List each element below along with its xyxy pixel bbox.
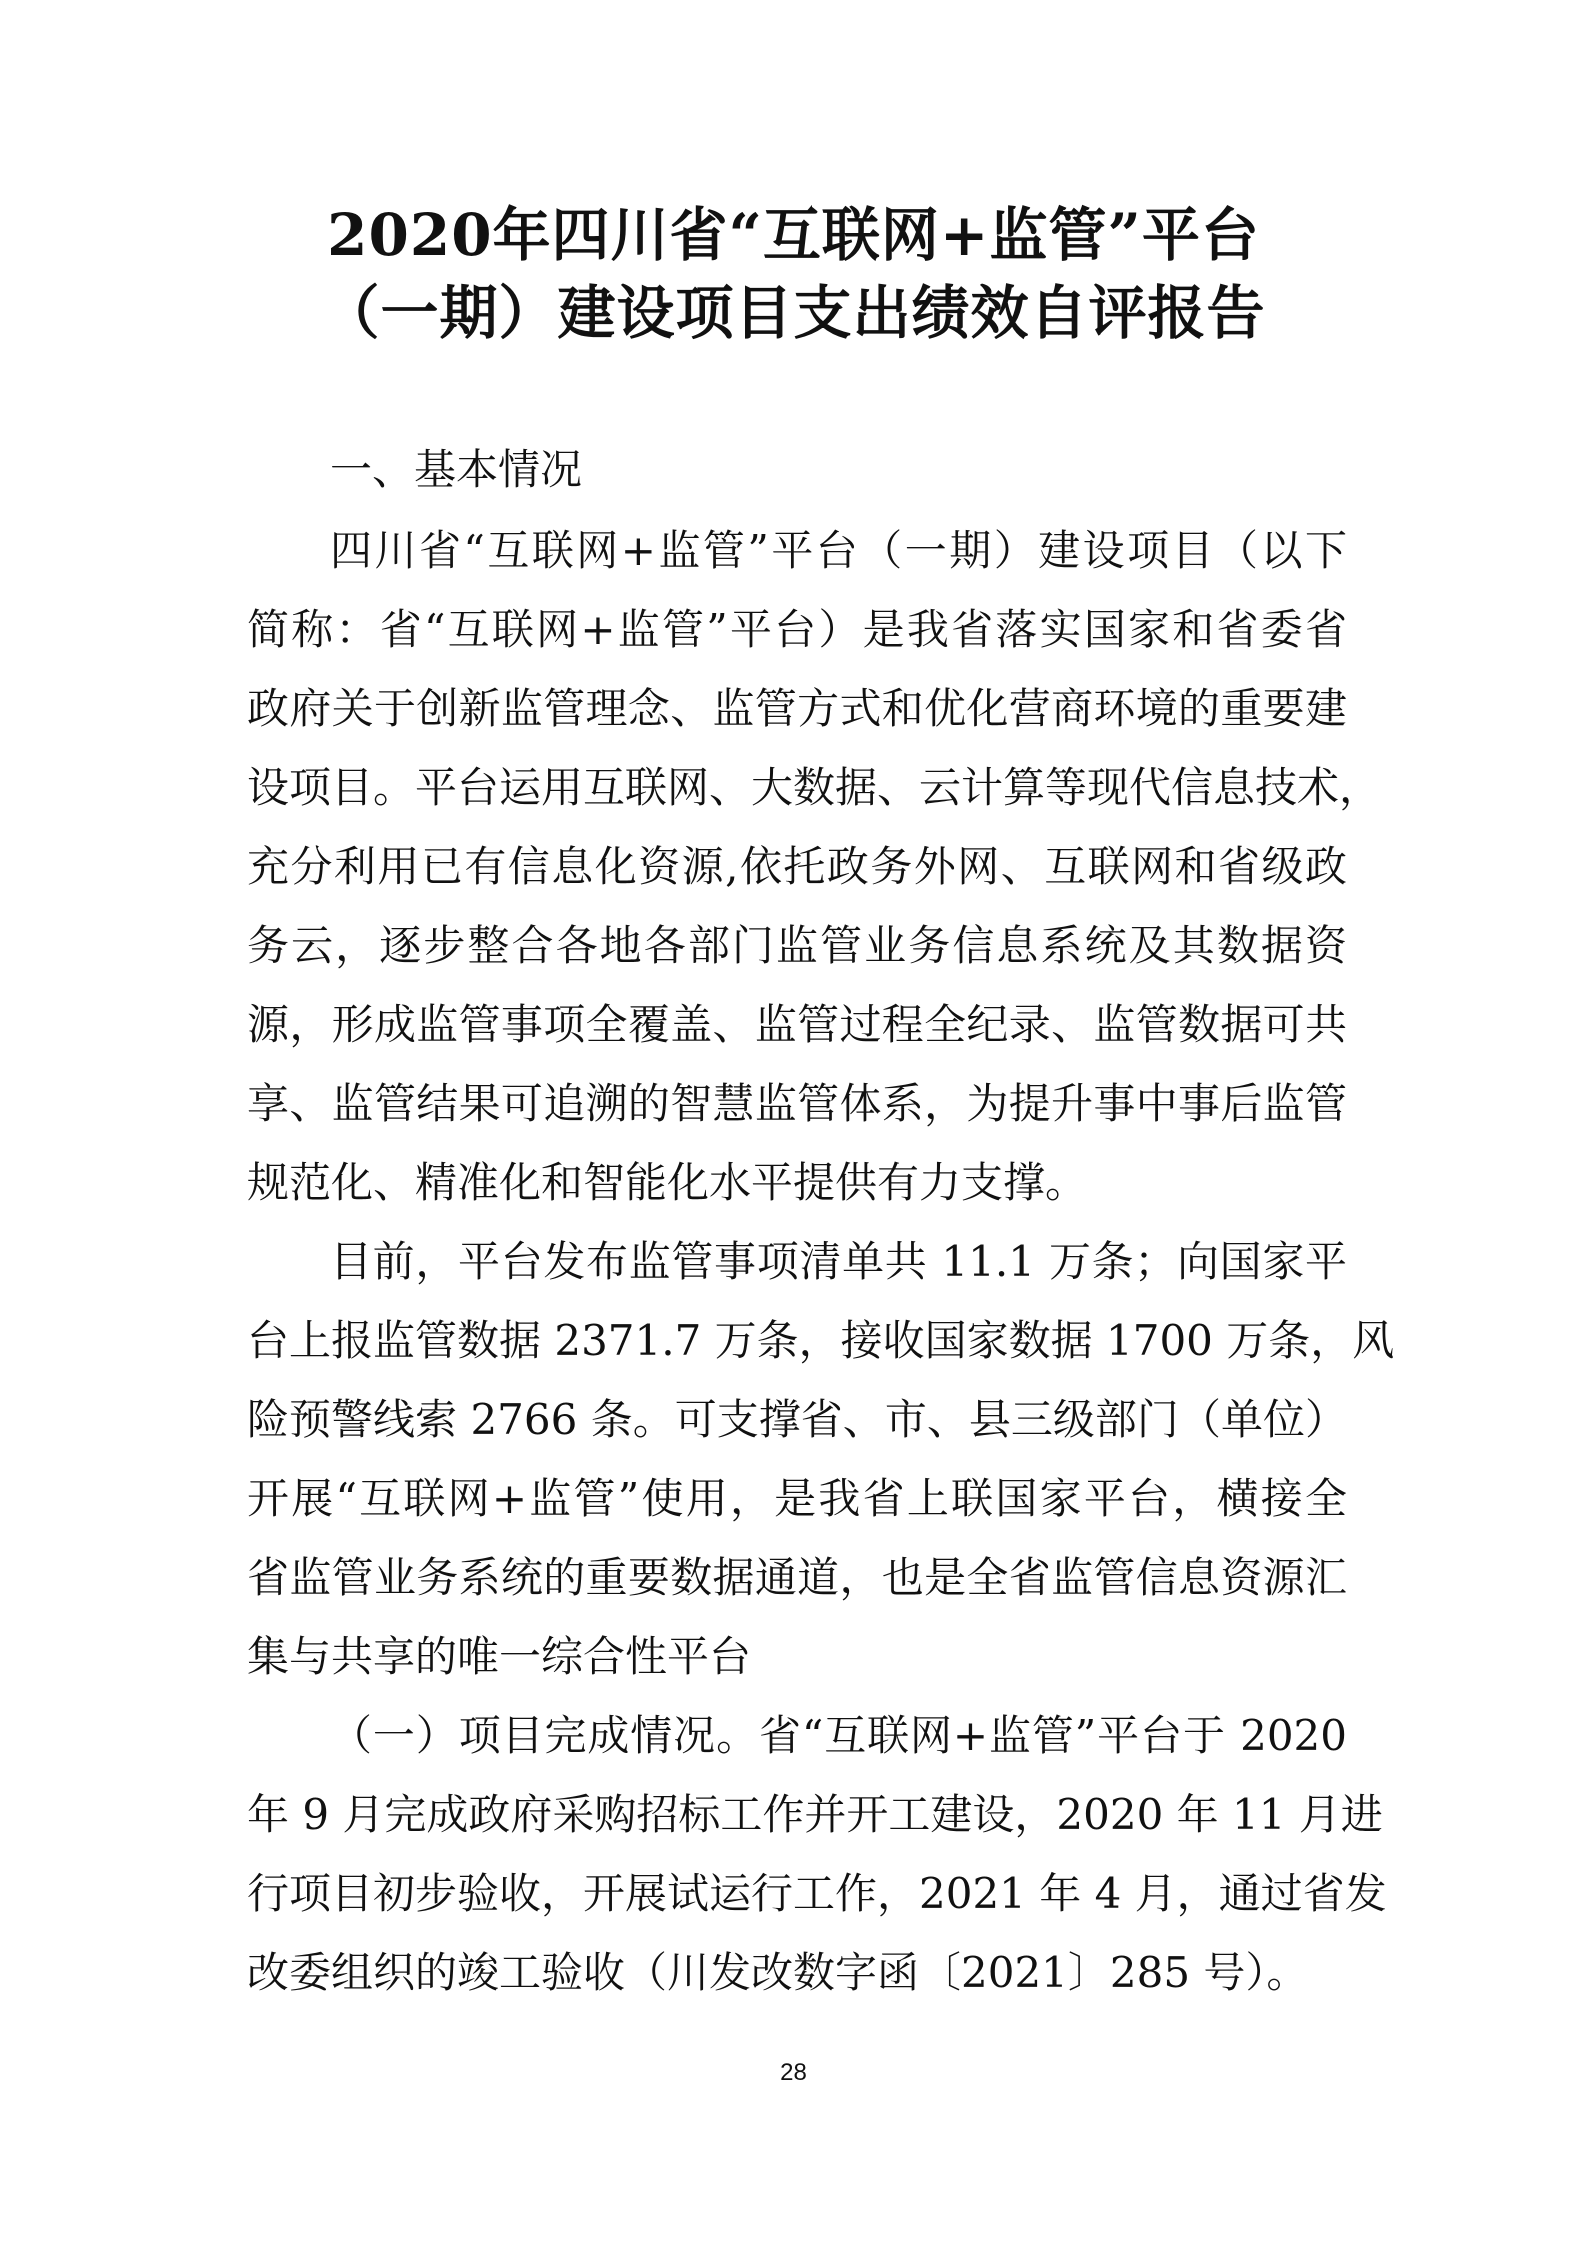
paragraph-1-line: 充分利用已有信息化资源,依托政务外网、互联网和省级政 [247,842,1347,891]
paragraph-3-line: （一）项目完成情况。省“互联网+监管”平台于 2020 [330,1711,1347,1760]
paragraph-1-line: 政府关于创新监管理念、监管方式和优化营商环境的重要建 [247,684,1347,733]
paragraph-2-line: 目前，平台发布监管事项清单共 11.1 万条；向国家平 [330,1237,1347,1286]
paragraph-1-line: 享、监管结果可追溯的智慧监管体系，为提升事中事后监管 [247,1079,1347,1128]
paragraph-2-line: 集与共享的唯一综合性平台 [247,1632,752,1681]
paragraph-2-line: 省监管业务系统的重要数据通道，也是全省监管信息资源汇 [247,1553,1347,1602]
paragraph-3-line: 行项目初步验收，开展试运行工作，2021 年 4 月，通过省发 [247,1869,1387,1918]
section-heading: 一、基本情况 [330,445,583,494]
paragraph-3-line: 年 9 月完成政府采购招标工作并开工建设，2020 年 11 月进 [247,1790,1383,1839]
paragraph-1-line: 简称：省“互联网+监管”平台）是我省落实国家和省委省 [247,605,1347,654]
document-title-line-2: （一期）建设项目支出绩效自评报告 [321,279,1266,347]
paragraph-1-line: 设项目。平台运用互联网、大数据、云计算等现代信息技术， [247,763,1382,812]
document-title-line-1: 2020年四川省“互联网+监管”平台 [327,201,1260,269]
paragraph-1-line: 四川省“互联网+监管”平台（一期）建设项目（以下 [330,526,1347,575]
paragraph-1-line: 源，形成监管事项全覆盖、监管过程全纪录、监管数据可共 [247,1000,1347,1049]
paragraph-2-line: 险预警线索 2766 条。可支撑省、市、县三级部门（单位） [247,1395,1347,1444]
paragraph-3-line: 改委组织的竣工验收（川发改数字函〔2021〕285 号）。 [247,1948,1309,1997]
page-number: 28 [780,2059,807,2086]
paragraph-2-line: 开展“互联网+监管”使用，是我省上联国家平台，横接全 [247,1474,1347,1523]
paragraph-1-line: 务云，逐步整合各地各部门监管业务信息系统及其数据资 [247,921,1347,970]
paragraph-2-line: 台上报监管数据 2371.7 万条，接收国家数据 1700 万条，风 [247,1316,1395,1365]
paragraph-1-line: 规范化、精准化和智能化水平提供有力支撑。 [247,1158,1088,1207]
